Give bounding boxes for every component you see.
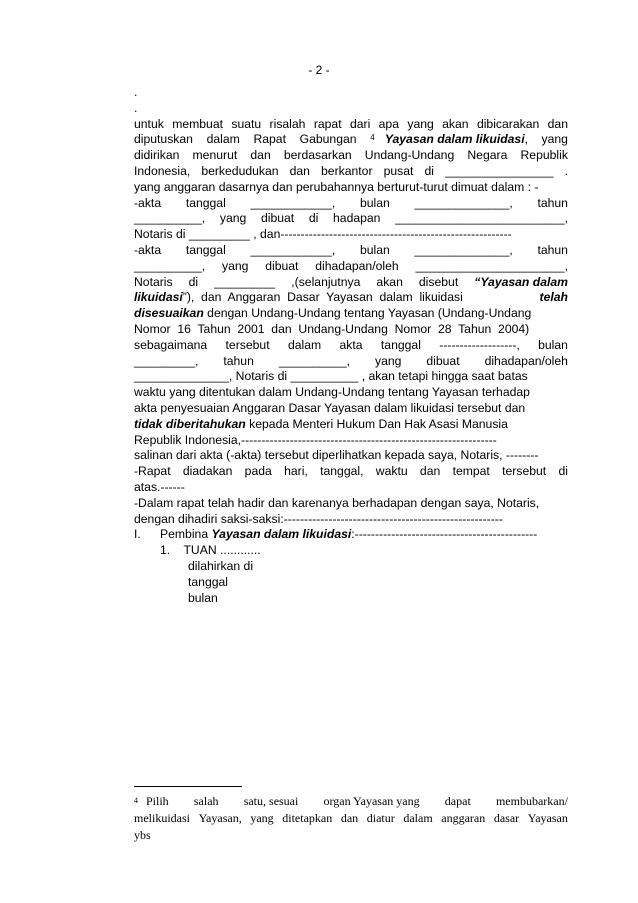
word: atas.------	[134, 479, 185, 494]
word: Rapat	[253, 132, 286, 147]
word: bulan	[538, 337, 568, 352]
word: dan	[340, 811, 359, 825]
text-line	[134, 306, 568, 322]
word: risalah	[269, 116, 306, 131]
word: berkedudukan	[201, 163, 279, 178]
word: tempat	[452, 464, 490, 479]
word: ditetapkan	[282, 811, 333, 825]
word: Yayasan	[527, 811, 568, 825]
word: hadapan	[333, 211, 381, 226]
text-line	[134, 496, 568, 512]
text-line	[134, 243, 568, 259]
word: dapat	[444, 794, 471, 808]
field-label: tanggal	[188, 574, 228, 589]
text-line	[134, 527, 568, 543]
word: __________,	[134, 258, 206, 273]
word: anggaran	[441, 811, 486, 825]
list-item: 1. TUAN ............	[160, 543, 261, 558]
word: -akta	[134, 242, 162, 257]
word: disebut	[418, 274, 459, 289]
word: ______________________,	[415, 258, 568, 273]
word: membuat	[172, 116, 223, 131]
word: dengan Undang-Undang tentang Yayasan (Undang-Undang	[203, 306, 532, 321]
list-number: I.	[134, 527, 141, 542]
word: dibicarakan	[476, 116, 540, 131]
word: dasar	[493, 811, 520, 825]
word: organ Yayasan yang	[323, 794, 420, 808]
word: Negara	[467, 148, 508, 163]
word: pada	[244, 464, 272, 479]
word: _________,	[134, 353, 199, 368]
word: tersebut	[502, 464, 547, 479]
word: dalam	[403, 811, 433, 825]
text-line	[134, 164, 568, 180]
word: salah	[193, 794, 219, 808]
word: ____________,	[250, 242, 336, 257]
text-line	[134, 369, 568, 385]
footnote-mark: 4	[134, 796, 138, 805]
word: ______________,	[414, 195, 513, 210]
word: menurut	[192, 148, 238, 163]
word: di	[188, 274, 199, 289]
footnote	[134, 793, 568, 844]
word: Notaris	[134, 274, 173, 289]
word: dibuat	[426, 353, 460, 368]
word: akta	[339, 337, 363, 352]
word: sebagaimana	[134, 337, 208, 352]
word: ____________,	[250, 195, 336, 210]
word: Republik	[520, 148, 568, 163]
bold-italic-term: tidak diberitahukan	[134, 416, 246, 431]
word: __________,	[134, 211, 206, 226]
word: .	[134, 85, 138, 99]
word: rapat	[313, 116, 342, 131]
word: tahun	[537, 195, 568, 210]
word: berkantor	[321, 163, 373, 178]
word: _________________________,	[395, 211, 568, 226]
word: dihadapan/oleh	[315, 258, 399, 273]
word: -Dalam rapat telah hadir dan karenanya berhadapan dengan saya, Notaris,	[134, 495, 540, 510]
word: di	[558, 464, 568, 479]
word: diatur	[366, 811, 395, 825]
field-label: dilahirkan di	[188, 558, 254, 573]
word: Pembina	[160, 527, 212, 542]
word: -------------------,	[439, 337, 520, 352]
word: bulan	[359, 242, 390, 257]
word: tersebut	[225, 337, 270, 352]
footnote-line	[134, 827, 568, 844]
text-line	[134, 480, 568, 496]
footnote-reference: 4	[370, 133, 375, 143]
word: akan	[376, 274, 403, 289]
word: Nomor 16 Tahun 2001 dan Undang-Undang Nomor 28 Tahun 2004)	[134, 321, 530, 336]
word: ,(selanjutnya	[291, 274, 361, 289]
text-line	[134, 85, 568, 101]
word: membubarkan/	[495, 794, 568, 808]
bold-italic-term: disesuaikan	[134, 306, 204, 321]
footnote-rule	[134, 786, 242, 787]
word: tanggal	[185, 242, 226, 257]
footnote-line	[134, 810, 568, 827]
word: dibuat	[260, 211, 295, 226]
text-line	[134, 101, 568, 117]
text-line	[134, 338, 568, 354]
word: ______________, Notaris di __________ , akan tetapi hingga saat batas	[134, 369, 528, 384]
bold-italic-term: telah	[539, 290, 568, 305]
word: akan	[442, 116, 469, 131]
text-line	[134, 448, 568, 464]
word: ybs	[134, 828, 151, 842]
word: dengan dihadiri saksi-saksi:------------------------------------------------------	[134, 511, 503, 526]
word: salinan dari akta (-akta) tersebut diperlihatkan kepada saya, Notaris, --------	[134, 448, 539, 463]
text-line	[134, 117, 568, 133]
word: Indonesia,	[134, 163, 191, 178]
word: tanggal	[185, 195, 226, 210]
word: dalam	[206, 132, 240, 147]
word: _________	[214, 274, 276, 289]
word: kepada Menteri Hukum Dan Hak Asasi Manusia	[245, 416, 508, 431]
word: satu, sesuai	[243, 794, 299, 808]
word: didirikan	[134, 148, 180, 163]
bold-italic-term: Yayasan dalam likuidasi	[384, 132, 525, 147]
word: dibuat	[265, 258, 299, 273]
text-line	[134, 196, 568, 212]
text-line	[134, 290, 568, 306]
word: ______________,	[414, 242, 513, 257]
text-line	[134, 148, 568, 164]
text-line	[134, 259, 568, 275]
word: yang	[250, 811, 274, 825]
word: tahun	[223, 353, 254, 368]
word: di	[424, 163, 434, 178]
text-line	[134, 227, 568, 243]
text-line	[134, 385, 568, 401]
word: pusat	[383, 163, 414, 178]
document-body	[134, 85, 568, 606]
text-line	[134, 354, 568, 370]
word: waktu yang ditentukan dalam Undang-Undang tentang Yayasan terhadap	[134, 385, 530, 400]
word: melikuidasi	[134, 811, 190, 825]
text-line	[134, 433, 568, 449]
word: berdasarkan	[283, 148, 352, 163]
word: suatu	[231, 116, 262, 131]
word: di	[308, 211, 319, 226]
text-line	[134, 322, 568, 338]
text-line	[134, 275, 568, 291]
text-line	[134, 543, 594, 559]
text-line	[134, 211, 568, 227]
word: dan	[250, 148, 271, 163]
word: -akta	[134, 195, 162, 210]
bold-italic-term: likuidasi	[134, 290, 183, 305]
word: Republik Indonesia,---------------------------------------------------------------	[134, 432, 497, 447]
word: yang	[407, 116, 434, 131]
word: -Rapat	[134, 464, 171, 479]
word: yang anggaran dasarnya dan perubahannya berturut-turut dimuat dalam : -	[134, 179, 539, 194]
word: dan	[547, 116, 568, 131]
word: diputuskan	[134, 132, 193, 147]
word: hari,	[284, 464, 308, 479]
word: Yayasan,	[198, 811, 242, 825]
word: dan	[289, 163, 310, 178]
text-line	[134, 591, 622, 607]
text-line	[134, 417, 568, 433]
field-label: bulan	[188, 590, 218, 605]
word: .	[564, 163, 568, 178]
word: untuk	[134, 116, 164, 131]
word: tanggal	[380, 337, 421, 352]
word: .	[134, 100, 138, 115]
word: Notaris di _________ , dan---------------------------------------------------------	[134, 227, 512, 242]
word: yang	[219, 211, 247, 226]
word: Gabungan	[299, 132, 357, 147]
text-line	[134, 512, 568, 528]
word: dan	[419, 464, 441, 479]
word: waktu	[375, 464, 408, 479]
text-line	[134, 464, 568, 480]
bold-italic-term: “Yayasan dalam	[474, 274, 568, 289]
word: bulan	[359, 195, 390, 210]
word: :---------------------------------------------	[351, 527, 538, 542]
word: $^4$ Pilih	[134, 794, 169, 808]
phrase	[370, 132, 568, 148]
word: ________________	[445, 163, 554, 178]
word: diadakan	[182, 464, 233, 479]
word: tanggal,	[320, 464, 364, 479]
bold-italic-term: Yayasan dalam likuidasi	[211, 527, 352, 542]
word: apa	[378, 116, 399, 131]
text-line	[134, 132, 568, 148]
text-line	[134, 559, 622, 575]
text-line	[134, 575, 622, 591]
text-line	[134, 401, 568, 417]
word: yang	[221, 258, 249, 273]
word: ”), dan Anggaran Dasar Yayasan dalam likuidasi	[182, 290, 463, 305]
word: tahun	[537, 242, 568, 257]
word: yang	[374, 353, 402, 368]
word: __________,	[278, 353, 350, 368]
footnote-line	[134, 793, 568, 810]
page-number: - 2 -	[308, 63, 330, 77]
text-line	[134, 180, 568, 196]
word: dari	[349, 116, 371, 131]
word: dihadapan/oleh	[484, 353, 568, 368]
word: akta penyesuaian Anggaran Dasar Yayasan dalam likuidasi tersebut dan	[134, 400, 526, 415]
word: dalam	[287, 337, 322, 352]
word: Undang-Undang	[364, 148, 455, 163]
word: , yang	[524, 132, 568, 147]
